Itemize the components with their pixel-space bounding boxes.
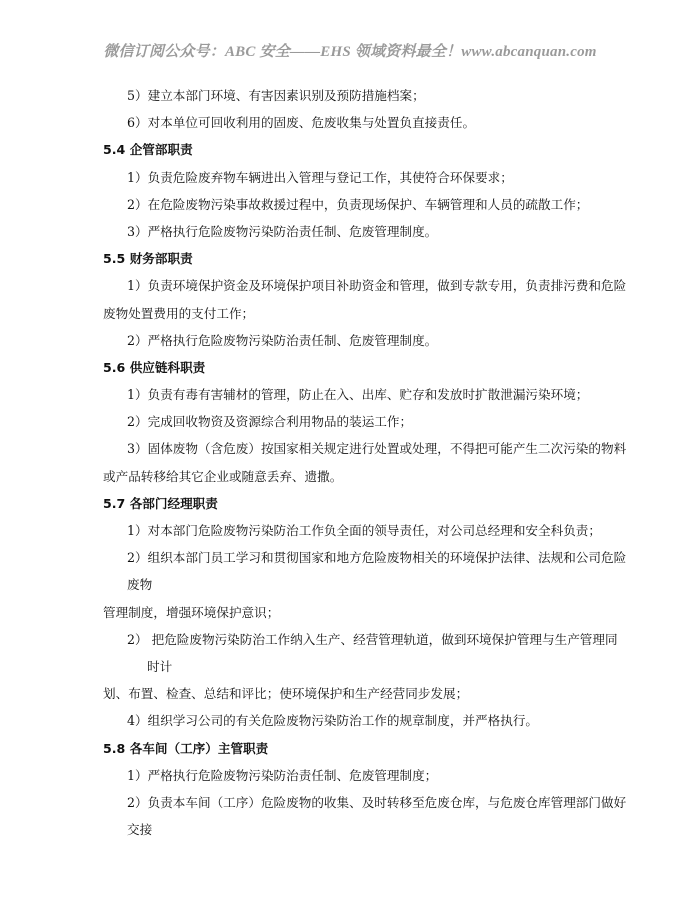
section-heading: 5.7 各部门经理职责 xyxy=(103,495,218,511)
paragraph-line: 1）对本部门危险废物污染防治工作负全面的领导责任，对公司总经理和安全科负责； xyxy=(127,523,601,538)
paragraph-line: 2）严格执行危险废物污染防治责任制、危废管理制度。 xyxy=(127,332,438,348)
paragraph-line: 时计 xyxy=(147,658,173,674)
paragraph-line: 2） 把危险废物污染防治工作纳入生产、经营管理轨道，做到环境保护管理与生产管理同 xyxy=(127,631,618,647)
paragraph-line: 管理制度，增强环境保护意识； xyxy=(103,604,280,620)
paragraph-line: 6）对本单位可回收利用的固废、危废收集与处置负直接责任。 xyxy=(127,115,476,131)
paragraph-line: 5）建立本部门环境、有害因素识别及预防措施档案； xyxy=(127,88,425,103)
paragraph-line: 3）固体废物（含危废）按国家相关规定进行处置或处理，不得把可能产生二次污染的物料 xyxy=(127,441,627,457)
paragraph-line: 划、布置、检查、总结和评比；使环境保护和生产经营同步发展； xyxy=(103,686,469,702)
paragraph-line: 交接 xyxy=(127,822,153,838)
paragraph-line: 1）负责有毒有害辅材的管理，防止在入、出库、贮存和发放时扩散泄漏污染环境； xyxy=(127,387,589,403)
paragraph-line: 2）在危险废物污染事故救援过程中，负责现场保护、车辆管理和人员的疏散工作； xyxy=(127,196,589,212)
paragraph-line: 2）组织本部门员工学习和贯彻国家和地方危险废物相关的环境保护法律、法规和公司危险 xyxy=(127,550,627,566)
paragraph-line: 2）完成回收物资及资源综合利用物品的装运工作； xyxy=(127,414,413,430)
paragraph-line: 1）负责危险废弃物车辆进出入管理与登记工作，其使符合环保要求； xyxy=(127,169,513,185)
section-heading: 5.5 财务部职责 xyxy=(103,251,193,267)
paragraph-line: 或产品转移给其它企业或随意丢弃、遗撒。 xyxy=(103,468,343,484)
paragraph-line: 废物处置费用的支付工作； xyxy=(103,305,255,321)
paragraph-line: 废物 xyxy=(127,577,153,593)
document-body xyxy=(103,82,627,843)
paragraph-line: 1）负责环境保护资金及环境保护项目补助资金和管理，做到专款专用，负责排污费和危险 xyxy=(127,278,627,294)
section-heading: 5.6 供应链科职责 xyxy=(103,359,206,375)
section-heading: 5.4 企管部职责 xyxy=(103,142,193,158)
paragraph-line: 3）严格执行危险废物污染防治责任制、危废管理制度。 xyxy=(127,223,438,239)
paragraph-line: 2）负责本车间（工序）危险废物的收集、及时转移至危废仓库，与危废仓库管理部门做好 xyxy=(127,794,627,810)
paragraph-line: 1）严格执行危险废物污染防治责任制、危废管理制度； xyxy=(127,767,438,783)
paragraph-line: 4）组织学习公司的有关危险废物污染防治工作的规章制度，并严格执行。 xyxy=(127,713,539,729)
page-header-watermark: 微信订阅公众号：ABC 安全——EHS 领域资料最全！www.abcanquan.com xyxy=(103,44,597,60)
section-heading: 5.8 各车间（工序）主管职责 xyxy=(103,740,269,756)
